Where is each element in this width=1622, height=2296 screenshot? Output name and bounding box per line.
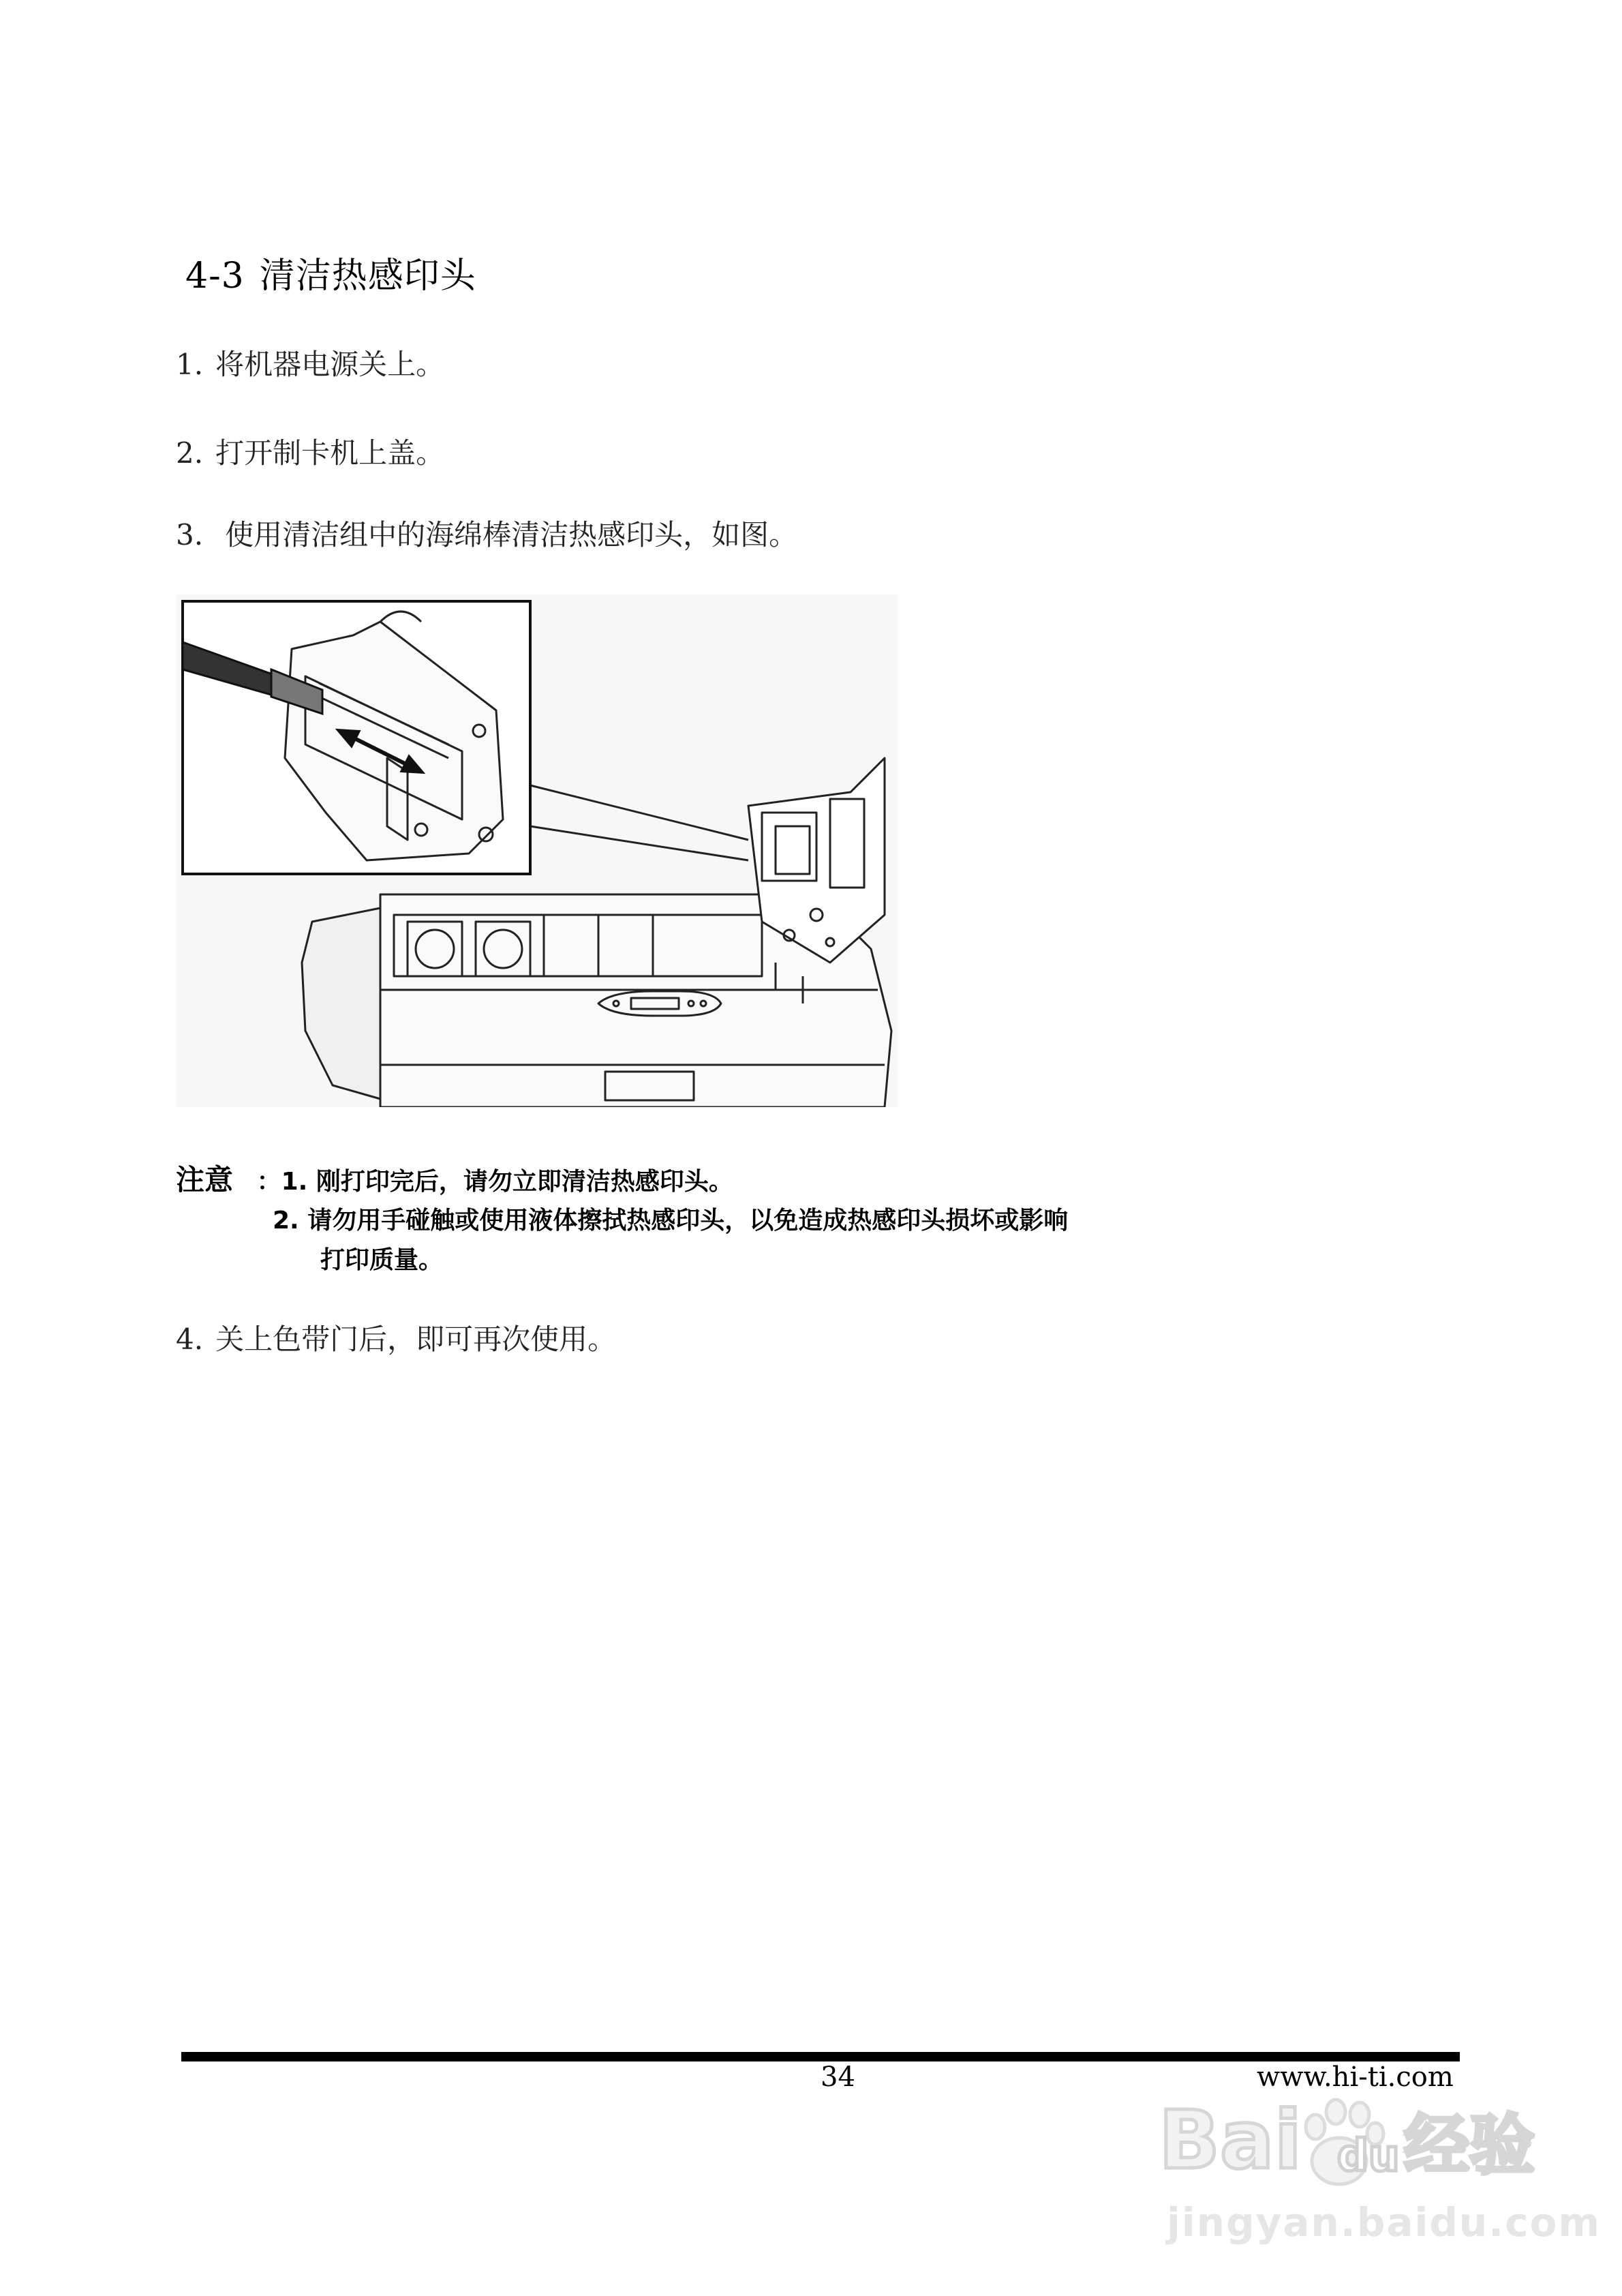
section-heading [185,247,476,298]
step-text: 打开制卡机上盖。 [215,436,445,470]
step-text: 将机器电源关上。 [215,348,445,381]
footer-url: www.hi-ti.com [1257,2061,1454,2093]
section-number: 4-3 [185,256,245,297]
page-number: 34 [821,2061,855,2093]
step-2 [176,431,444,472]
note-number: 1. [281,1168,308,1196]
svg-text:经验: 经验 [1404,2107,1535,2184]
step-3 [176,513,797,554]
step-number: 2. [176,436,204,470]
note-number: 2. [273,1207,299,1235]
note-text: 刚打印完后，请勿立即清洁热感印头。 [316,1168,733,1196]
footer-rule [181,2052,1460,2061]
watermark-url: jingyan.baidu.com [1167,2199,1601,2246]
note-line-3 [320,1241,443,1275]
step-number: 3. [176,518,204,552]
step-number: 4. [176,1323,204,1356]
note-line-1: 注意 ：1. 刚打印完后，请勿立即清洁热感印头。 [176,1163,733,1196]
note-text: 请勿用手碰触或使用液体擦拭热感印头，以免造成热感印头损坏或影响 [307,1207,1069,1235]
step-text: 关上色带门后，即可再次使用。 [215,1323,617,1356]
step-text: 使用清洁组中的海绵棒清洁热感印头，如图。 [225,518,798,552]
printhead-cleaning-illustration [176,594,898,1107]
note-text: 打印质量。 [320,1246,444,1274]
step-1 [176,342,444,383]
svg-text:Bai: Bai [1159,2093,1302,2187]
step-4 [176,1317,616,1358]
note-label: 注意 [176,1163,234,1196]
section-title: 清洁热感印头 [259,256,476,297]
baidu-watermark-logo [1159,2086,1540,2195]
svg-text:du: du [1337,2131,1400,2181]
note-line-2 [273,1201,1068,1236]
step-number: 1. [176,348,204,381]
